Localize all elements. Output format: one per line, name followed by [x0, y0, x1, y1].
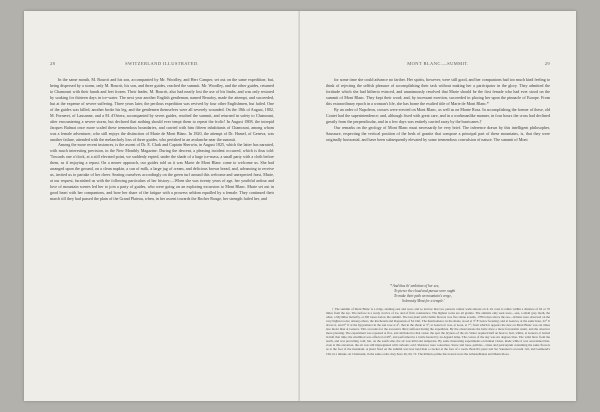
right-page-number: 29 — [544, 61, 550, 66]
verse-line: * And thus th' ambition of her sex, — [390, 284, 440, 288]
left-running-title: SWITZERLAND ILLUSTRATED. — [125, 61, 199, 66]
right-page — [300, 11, 576, 401]
verse-quote — [390, 284, 510, 304]
right-running-head — [326, 61, 550, 69]
left-paragraph-2: Among the more recent instances, is the ascent of Dr. E. Clark and Captain Sherwin, in August 1825, which the latter has narrated, with much interesting precision, in the New Monthly Magazine. During the descent, a pleasing incident occurred, which is thus told: 'Towards one o'clock, at a still elevated point, we suddenly espied, under the shade of a large ice-mass, a small party with a cloth before them, as if enjoying a repast. On a nearer approach, our guides told us it was Marie de Mont Blanc come to welcome us. She had arranged upon the ground, on a clean napkin, a can of milk, a large jug of cream, and delicious brown bread, and, advancing to receive us, invited us to partake of her cheer. Seating ourselves accordingly on the green turf around this welcome and unexpected feast, Marie, at our request, furnished us with the following particulars of her history:—When she was twenty years of age, her youthful ardour and love of mountain scenes led her to join a party of guides, who were going on an exploring excursion to Mont Blanc. Marie set out in good heart with her companions, and bore her share of the fatigue with a prowess seldom equalled by a female. They continued their march till they had passed the plain of the Grand Plateau, when, in her ascent towards the Rocher Rouge, her strength failed her, and — [50, 142, 274, 202]
verse-line: To pierce the cloud and pursue were ought — [394, 289, 456, 293]
left-running-head — [50, 61, 274, 69]
right-body-text — [326, 77, 550, 142]
footnote — [326, 307, 550, 356]
right-paragraph-2: By an order of Napoleon, crosses were erected on Mont Blanc, as well as on Monte Rosa. In accomplishing the former of these, old Coutet had the superintendence; and, although fixed with great care, and in a workmanlike manner, in four hours the cross had declined greatly from the perpendicular, and in a few days was entirely carried away by the hurricanes.† — [326, 106, 550, 124]
footnote-text: † The summit of Mont Blanc is a ridge, running east and west, and so narrow that two persons cannot walk abreast on it. Its crest is rather within a distance of 62 or 70 miles from the top. The surface is a ready crevice of ice, and of firm consistence. The highest rocks are all granite. The animals only seen were—one, a small grey moth, the other, a Myrtillus butterfly, at 300 toises below the summit. The last plant with visible flowers was five silene acaulis, 1780 toises above the sea—lichens were observed on the very highest rocks; among others, the Rocheram and Dapuenus of M. Duf. The thermometer, in the shade, stood at 3° 8' below freezing; and at Geneva, at the same hour, 22° 6' above it, and 0° 6' at the hygrometer in the sun rose at 4°, that in the shade at 3°; at Geneva it was, at noon, at 7°; from which it appears the dew on Mont Blanc was six times less moist than at Geneva. This accounts for the excessive thirst suffered during the expedition. By the observations the belle drew a more favourable result, and the observer more pleasing. The experiment was repeated at five, and attributed to that cause: the spot the dryness of the air. Water required half an hour to boil, whilst, at Geneva, it boiled in half that time; the ebullition was effected at 68°, and performed in a bottle heated by an Argand lamp. The colour of the sky was six degrees blue. The wind blew from the north, and was prevailing cold; but, on the south side, the air was mild and temperate. By some interesting experiments on human vision, made while it was ascertained that, even at this elevation, the air was still impregnated with carbonic acid. Shadows were colourless. Snow and trees, pebbles—vines and pericarpum containing the same flowers as at the foot of the mountain. A pistol fired on the summit was less loud than a cracker at the foot of a room. Bourrit's pater text 92, Saussure's account 122, and Gaimond's 199, in a minute. At Chamouni, in the same order, they have 40, 60, 72. The hitherto prime discovered were the Arbustehianus and Mente Rosa. — [326, 307, 550, 356]
verse-line: Solemnity Mont for a temple.' — [402, 299, 445, 303]
left-page-number: 28 — [50, 61, 56, 66]
book-spread — [24, 11, 576, 401]
left-body-text — [50, 77, 274, 202]
verse-line: To make their path on mountain's verge, — [394, 294, 452, 298]
right-running-title: MONT BLANC.—SUMMIT. — [407, 61, 469, 66]
right-paragraph-1: for some time she could advance no farther. Her spirits, however, were still good, and her companions had too much kind feeling to think of rejecting the selfish pleasure of accomplishing their task without making her a participator in the glory. They admitted the fortitude which she had hitherto evinced, and unanimously resolved that Marie should be the first female who had ever stood on the summit of Mont Blanc. They kept their word; and, by incessant exertion, succeeded in placing her upon the pinnacle of Europe. From this extraordinary epoch in a woman's life, she has borne the exalted title of Marie de Mont Blanc.* — [326, 77, 550, 106]
right-paragraph-3: Our remarks on the geology of Mont Blanc must necessarily be very brief. The inference drawn by this intelligent philosopher, Saussure, respecting the vertical position of the beds of granite that compose a principal part of these mountains, is, that they were originally horizontal, and have been subsequently elevated by some tremendous convulsion of nature. The summit of Mont — [326, 124, 550, 142]
left-paragraph-1: In the same month, M. Bourrit and his son, accompanied by Mr. Woodley, and Herr Camper, set out on the same expedition; but, being dispersed by a storm, only M. Bourrit, his son, and three guides, reached the summit. Mr. Woodley, and the other guides, returned to Chamouni with their hands and feet frozen. Their leader, M. Bourrit, also had nearly lost the use of his limbs, and was only restored by soaking for thirteen days in ice-water. The next year another English gentleman, named Beaufoy, made the attempt, and succeeded, but at the expense of severe suffering. Three years later, the perilous expedition was revived by four other Englishmen, but failed. One of the guides was killed, another broke his leg, and the gentlemen themselves were all severely wounded. On the 18th of August, 1802, M. Forneret, of Lausanne, and a M. d'Ortera, accompanied by seven guides, reached the summit, and returned in safety to Chamouni, after encountering a severe storm, but declared that nothing should ever tempt them to repeat the frolic! In August 1808, the intrepid Jacques Balmat once more scaled these tremendous boundaries, and carried with him fifteen inhabitants of Chamouni, among whom was a female adventurer, who still enjoys the distinction of Marie de Mont Blanc. In 1820, the attempt of Dr. Hamel, of Geneva, was another failure, attended with the melancholy loss of three guides, who perished in an avalanche near the summit. — [50, 77, 274, 142]
left-page — [24, 11, 300, 401]
